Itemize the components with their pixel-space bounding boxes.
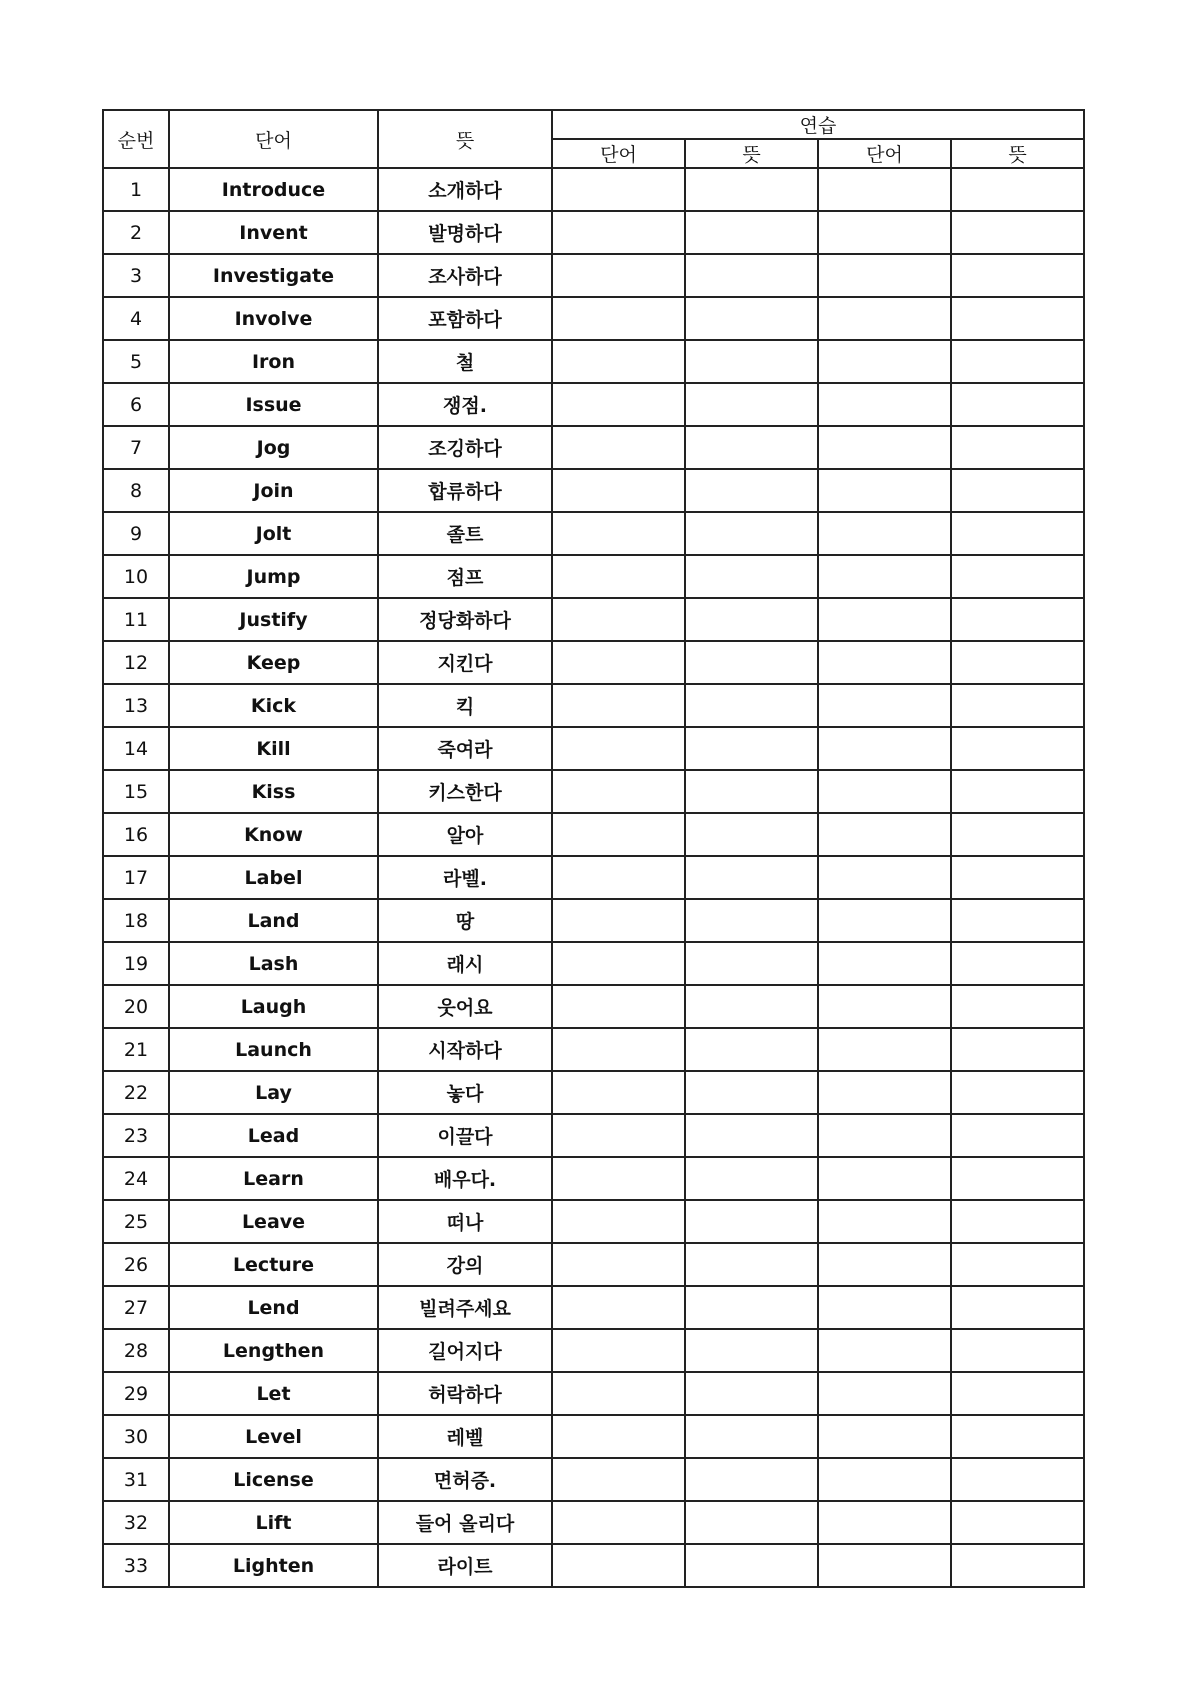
row-number: 28 (103, 1329, 169, 1372)
practice-meaning-2-cell[interactable] (951, 555, 1084, 598)
practice-word-2-cell[interactable] (818, 856, 951, 899)
row-word: Jump (169, 555, 378, 598)
practice-meaning-1-cell[interactable] (685, 1372, 818, 1415)
practice-word-1-cell[interactable] (552, 813, 685, 856)
practice-word-2-cell[interactable] (818, 770, 951, 813)
row-number: 20 (103, 985, 169, 1028)
row-meaning: 빌려주세요 (378, 1286, 552, 1329)
practice-meaning-2-cell[interactable] (951, 727, 1084, 770)
practice-word-1-cell[interactable] (552, 1544, 685, 1587)
row-meaning: 웃어요 (378, 985, 552, 1028)
row-word: Launch (169, 1028, 378, 1071)
header-practice-meaning-2: 뜻 (951, 139, 1084, 168)
practice-word-2-cell[interactable] (818, 1114, 951, 1157)
row-meaning: 키스한다 (378, 770, 552, 813)
row-meaning: 허락하다 (378, 1372, 552, 1415)
table-row (103, 1071, 1084, 1114)
table-row (103, 770, 1084, 813)
row-meaning: 라이트 (378, 1544, 552, 1587)
row-meaning: 죽여라 (378, 727, 552, 770)
practice-word-2-cell[interactable] (818, 641, 951, 684)
practice-meaning-2-cell[interactable] (951, 813, 1084, 856)
row-meaning: 점프 (378, 555, 552, 598)
practice-meaning-2-cell[interactable] (951, 770, 1084, 813)
row-number: 25 (103, 1200, 169, 1243)
header-word: 단어 (169, 110, 378, 168)
practice-word-1-cell[interactable] (552, 383, 685, 426)
table-row (103, 1200, 1084, 1243)
row-word: Introduce (169, 168, 378, 211)
row-meaning: 들어 올리다 (378, 1501, 552, 1544)
practice-word-2-cell[interactable] (818, 1544, 951, 1587)
practice-meaning-1-cell[interactable] (685, 340, 818, 383)
practice-meaning-2-cell[interactable] (951, 899, 1084, 942)
row-number: 22 (103, 1071, 169, 1114)
practice-word-1-cell[interactable] (552, 856, 685, 899)
row-word: Label (169, 856, 378, 899)
practice-meaning-2-cell[interactable] (951, 942, 1084, 985)
practice-word-1-cell[interactable] (552, 598, 685, 641)
row-word: Invent (169, 211, 378, 254)
table-header (103, 110, 1084, 168)
row-number: 2 (103, 211, 169, 254)
table-row (103, 512, 1084, 555)
row-word: Lash (169, 942, 378, 985)
row-meaning: 지킨다 (378, 641, 552, 684)
row-number: 19 (103, 942, 169, 985)
table-row (103, 383, 1084, 426)
practice-meaning-2-cell[interactable] (951, 426, 1084, 469)
practice-meaning-1-cell[interactable] (685, 426, 818, 469)
row-number: 13 (103, 684, 169, 727)
practice-meaning-1-cell[interactable] (685, 383, 818, 426)
row-number: 9 (103, 512, 169, 555)
practice-word-2-cell[interactable] (818, 598, 951, 641)
row-number: 30 (103, 1415, 169, 1458)
row-meaning: 합류하다 (378, 469, 552, 512)
practice-meaning-1-cell[interactable] (685, 469, 818, 512)
practice-meaning-1-cell[interactable] (685, 1458, 818, 1501)
practice-meaning-1-cell[interactable] (685, 598, 818, 641)
row-word: Lend (169, 1286, 378, 1329)
practice-word-2-cell[interactable] (818, 684, 951, 727)
practice-meaning-1-cell[interactable] (685, 211, 818, 254)
row-word: Leave (169, 1200, 378, 1243)
practice-word-2-cell[interactable] (818, 1372, 951, 1415)
row-meaning: 정당화하다 (378, 598, 552, 641)
table-row (103, 1243, 1084, 1286)
practice-word-1-cell[interactable] (552, 254, 685, 297)
practice-word-1-cell[interactable] (552, 555, 685, 598)
practice-meaning-1-cell[interactable] (685, 168, 818, 211)
row-word: Lay (169, 1071, 378, 1114)
practice-word-2-cell[interactable] (818, 211, 951, 254)
practice-meaning-2-cell[interactable] (951, 383, 1084, 426)
row-number: 6 (103, 383, 169, 426)
practice-word-2-cell[interactable] (818, 899, 951, 942)
table-row (103, 211, 1084, 254)
row-number: 14 (103, 727, 169, 770)
row-word: Let (169, 1372, 378, 1415)
practice-word-1-cell[interactable] (552, 1114, 685, 1157)
practice-meaning-1-cell[interactable] (685, 899, 818, 942)
row-word: Keep (169, 641, 378, 684)
practice-word-2-cell[interactable] (818, 469, 951, 512)
practice-meaning-2-cell[interactable] (951, 598, 1084, 641)
row-word: Kill (169, 727, 378, 770)
row-word: Iron (169, 340, 378, 383)
table-row (103, 727, 1084, 770)
row-meaning: 레벨 (378, 1415, 552, 1458)
row-number: 32 (103, 1501, 169, 1544)
row-number: 4 (103, 297, 169, 340)
row-meaning: 강의 (378, 1243, 552, 1286)
practice-word-2-cell[interactable] (818, 1415, 951, 1458)
row-word: Involve (169, 297, 378, 340)
practice-word-1-cell[interactable] (552, 1329, 685, 1372)
practice-meaning-2-cell[interactable] (951, 1243, 1084, 1286)
row-number: 23 (103, 1114, 169, 1157)
table-row (103, 254, 1084, 297)
row-meaning: 소개하다 (378, 168, 552, 211)
practice-meaning-2-cell[interactable] (951, 1200, 1084, 1243)
practice-word-2-cell[interactable] (818, 1028, 951, 1071)
table-row (103, 1372, 1084, 1415)
table-row (103, 813, 1084, 856)
header-practice-word-2: 단어 (818, 139, 951, 168)
practice-word-1-cell[interactable] (552, 1372, 685, 1415)
practice-word-1-cell[interactable] (552, 340, 685, 383)
row-word: Lighten (169, 1544, 378, 1587)
row-word: Join (169, 469, 378, 512)
row-word: Lead (169, 1114, 378, 1157)
table-row (103, 555, 1084, 598)
header-practice-meaning-1: 뜻 (685, 139, 818, 168)
row-word: Lengthen (169, 1329, 378, 1372)
header-meaning: 뜻 (378, 110, 552, 168)
row-number: 17 (103, 856, 169, 899)
practice-word-1-cell[interactable] (552, 770, 685, 813)
practice-meaning-2-cell[interactable] (951, 1157, 1084, 1200)
practice-word-2-cell[interactable] (818, 1329, 951, 1372)
table-row (103, 469, 1084, 512)
row-word: Kick (169, 684, 378, 727)
practice-meaning-2-cell[interactable] (951, 340, 1084, 383)
row-meaning: 라벨. (378, 856, 552, 899)
row-meaning: 래시 (378, 942, 552, 985)
row-word: Kiss (169, 770, 378, 813)
practice-word-2-cell[interactable] (818, 254, 951, 297)
practice-word-2-cell[interactable] (818, 1200, 951, 1243)
row-number: 10 (103, 555, 169, 598)
practice-meaning-2-cell[interactable] (951, 985, 1084, 1028)
row-number: 26 (103, 1243, 169, 1286)
table-row (103, 856, 1084, 899)
practice-word-1-cell[interactable] (552, 426, 685, 469)
table-row (103, 1286, 1084, 1329)
practice-word-1-cell[interactable] (552, 641, 685, 684)
practice-word-1-cell[interactable] (552, 942, 685, 985)
row-meaning: 조사하다 (378, 254, 552, 297)
table-row (103, 1544, 1084, 1587)
practice-meaning-1-cell[interactable] (685, 512, 818, 555)
practice-word-1-cell[interactable] (552, 1415, 685, 1458)
practice-meaning-1-cell[interactable] (685, 1200, 818, 1243)
practice-meaning-1-cell[interactable] (685, 641, 818, 684)
practice-meaning-2-cell[interactable] (951, 856, 1084, 899)
table-row (103, 641, 1084, 684)
table-body (103, 168, 1084, 1587)
practice-word-1-cell[interactable] (552, 1458, 685, 1501)
row-number: 16 (103, 813, 169, 856)
row-word: Learn (169, 1157, 378, 1200)
practice-meaning-2-cell[interactable] (951, 1286, 1084, 1329)
vocabulary-table (102, 109, 1085, 1588)
practice-meaning-1-cell[interactable] (685, 813, 818, 856)
row-number: 24 (103, 1157, 169, 1200)
practice-word-1-cell[interactable] (552, 1028, 685, 1071)
practice-word-1-cell[interactable] (552, 1071, 685, 1114)
practice-meaning-1-cell[interactable] (685, 1415, 818, 1458)
practice-word-1-cell[interactable] (552, 1286, 685, 1329)
vocabulary-worksheet (102, 109, 1082, 1588)
practice-word-1-cell[interactable] (552, 297, 685, 340)
row-word: Jog (169, 426, 378, 469)
header-practice-word-1: 단어 (552, 139, 685, 168)
row-word: Jolt (169, 512, 378, 555)
row-number: 18 (103, 899, 169, 942)
row-number: 1 (103, 168, 169, 211)
practice-meaning-1-cell[interactable] (685, 1329, 818, 1372)
table-row (103, 899, 1084, 942)
row-meaning: 떠나 (378, 1200, 552, 1243)
practice-word-1-cell[interactable] (552, 512, 685, 555)
practice-word-2-cell[interactable] (818, 985, 951, 1028)
practice-word-1-cell[interactable] (552, 1243, 685, 1286)
practice-meaning-2-cell[interactable] (951, 1114, 1084, 1157)
row-meaning: 길어지다 (378, 1329, 552, 1372)
practice-meaning-1-cell[interactable] (685, 254, 818, 297)
practice-word-2-cell[interactable] (818, 1501, 951, 1544)
table-row (103, 684, 1084, 727)
practice-meaning-2-cell[interactable] (951, 1372, 1084, 1415)
practice-word-2-cell[interactable] (818, 297, 951, 340)
row-word: License (169, 1458, 378, 1501)
row-meaning: 철 (378, 340, 552, 383)
practice-meaning-2-cell[interactable] (951, 1458, 1084, 1501)
row-number: 3 (103, 254, 169, 297)
practice-meaning-1-cell[interactable] (685, 1028, 818, 1071)
practice-meaning-1-cell[interactable] (685, 942, 818, 985)
practice-word-1-cell[interactable] (552, 168, 685, 211)
practice-word-2-cell[interactable] (818, 1243, 951, 1286)
practice-word-1-cell[interactable] (552, 1501, 685, 1544)
table-row (103, 1028, 1084, 1071)
practice-word-2-cell[interactable] (818, 813, 951, 856)
table-row (103, 426, 1084, 469)
row-number: 33 (103, 1544, 169, 1587)
row-meaning: 조깅하다 (378, 426, 552, 469)
row-meaning: 포함하다 (378, 297, 552, 340)
practice-meaning-2-cell[interactable] (951, 168, 1084, 211)
practice-meaning-1-cell[interactable] (685, 684, 818, 727)
row-word: Justify (169, 598, 378, 641)
practice-meaning-2-cell[interactable] (951, 1329, 1084, 1372)
table-row (103, 1501, 1084, 1544)
header-number: 순번 (103, 110, 169, 168)
practice-word-1-cell[interactable] (552, 899, 685, 942)
practice-word-2-cell[interactable] (818, 555, 951, 598)
row-number: 15 (103, 770, 169, 813)
practice-meaning-1-cell[interactable] (685, 727, 818, 770)
table-row (103, 1114, 1084, 1157)
table-row (103, 1157, 1084, 1200)
row-number: 8 (103, 469, 169, 512)
practice-meaning-1-cell[interactable] (685, 1114, 818, 1157)
practice-meaning-1-cell[interactable] (685, 1243, 818, 1286)
row-word: Issue (169, 383, 378, 426)
practice-meaning-1-cell[interactable] (685, 1501, 818, 1544)
practice-meaning-2-cell[interactable] (951, 1544, 1084, 1587)
practice-meaning-2-cell[interactable] (951, 1071, 1084, 1114)
practice-meaning-2-cell[interactable] (951, 254, 1084, 297)
row-meaning: 면허증. (378, 1458, 552, 1501)
row-word: Lift (169, 1501, 378, 1544)
practice-word-1-cell[interactable] (552, 469, 685, 512)
row-word: Investigate (169, 254, 378, 297)
row-number: 29 (103, 1372, 169, 1415)
practice-word-2-cell[interactable] (818, 1157, 951, 1200)
table-row (103, 1415, 1084, 1458)
practice-meaning-2-cell[interactable] (951, 684, 1084, 727)
practice-meaning-2-cell[interactable] (951, 211, 1084, 254)
row-word: Lecture (169, 1243, 378, 1286)
table-row (103, 1458, 1084, 1501)
row-number: 12 (103, 641, 169, 684)
practice-word-2-cell[interactable] (818, 426, 951, 469)
row-meaning: 쟁점. (378, 383, 552, 426)
row-meaning: 알아 (378, 813, 552, 856)
row-word: Know (169, 813, 378, 856)
row-number: 21 (103, 1028, 169, 1071)
practice-word-1-cell[interactable] (552, 985, 685, 1028)
practice-meaning-1-cell[interactable] (685, 1544, 818, 1587)
row-word: Land (169, 899, 378, 942)
practice-word-2-cell[interactable] (818, 383, 951, 426)
practice-word-1-cell[interactable] (552, 727, 685, 770)
practice-meaning-2-cell[interactable] (951, 1415, 1084, 1458)
table-row (103, 168, 1084, 211)
row-meaning: 땅 (378, 899, 552, 942)
table-row (103, 297, 1084, 340)
practice-meaning-1-cell[interactable] (685, 985, 818, 1028)
practice-meaning-2-cell[interactable] (951, 1501, 1084, 1544)
row-meaning: 발명하다 (378, 211, 552, 254)
practice-word-2-cell[interactable] (818, 942, 951, 985)
practice-word-2-cell[interactable] (818, 340, 951, 383)
practice-meaning-2-cell[interactable] (951, 512, 1084, 555)
row-number: 5 (103, 340, 169, 383)
row-word: Laugh (169, 985, 378, 1028)
practice-meaning-1-cell[interactable] (685, 555, 818, 598)
practice-word-1-cell[interactable] (552, 211, 685, 254)
practice-meaning-1-cell[interactable] (685, 856, 818, 899)
practice-meaning-1-cell[interactable] (685, 1157, 818, 1200)
row-meaning: 킥 (378, 684, 552, 727)
row-number: 11 (103, 598, 169, 641)
practice-word-1-cell[interactable] (552, 684, 685, 727)
practice-meaning-2-cell[interactable] (951, 641, 1084, 684)
practice-meaning-1-cell[interactable] (685, 1071, 818, 1114)
row-meaning: 놓다 (378, 1071, 552, 1114)
practice-word-2-cell[interactable] (818, 512, 951, 555)
row-word: Level (169, 1415, 378, 1458)
practice-meaning-1-cell[interactable] (685, 770, 818, 813)
practice-meaning-2-cell[interactable] (951, 469, 1084, 512)
practice-word-2-cell[interactable] (818, 168, 951, 211)
table-row (103, 340, 1084, 383)
row-meaning: 시작하다 (378, 1028, 552, 1071)
table-row (103, 1329, 1084, 1372)
table-row (103, 985, 1084, 1028)
practice-word-1-cell[interactable] (552, 1200, 685, 1243)
row-meaning: 졸트 (378, 512, 552, 555)
practice-word-2-cell[interactable] (818, 727, 951, 770)
practice-word-2-cell[interactable] (818, 1071, 951, 1114)
practice-word-2-cell[interactable] (818, 1458, 951, 1501)
table-row (103, 942, 1084, 985)
practice-meaning-2-cell[interactable] (951, 297, 1084, 340)
practice-meaning-1-cell[interactable] (685, 297, 818, 340)
row-number: 31 (103, 1458, 169, 1501)
table-row (103, 598, 1084, 641)
practice-word-1-cell[interactable] (552, 1157, 685, 1200)
row-number: 27 (103, 1286, 169, 1329)
row-number: 7 (103, 426, 169, 469)
practice-meaning-2-cell[interactable] (951, 1028, 1084, 1071)
practice-meaning-1-cell[interactable] (685, 1286, 818, 1329)
practice-word-2-cell[interactable] (818, 1286, 951, 1329)
row-meaning: 이끌다 (378, 1114, 552, 1157)
row-meaning: 배우다. (378, 1157, 552, 1200)
header-practice: 연습 (552, 110, 1084, 139)
